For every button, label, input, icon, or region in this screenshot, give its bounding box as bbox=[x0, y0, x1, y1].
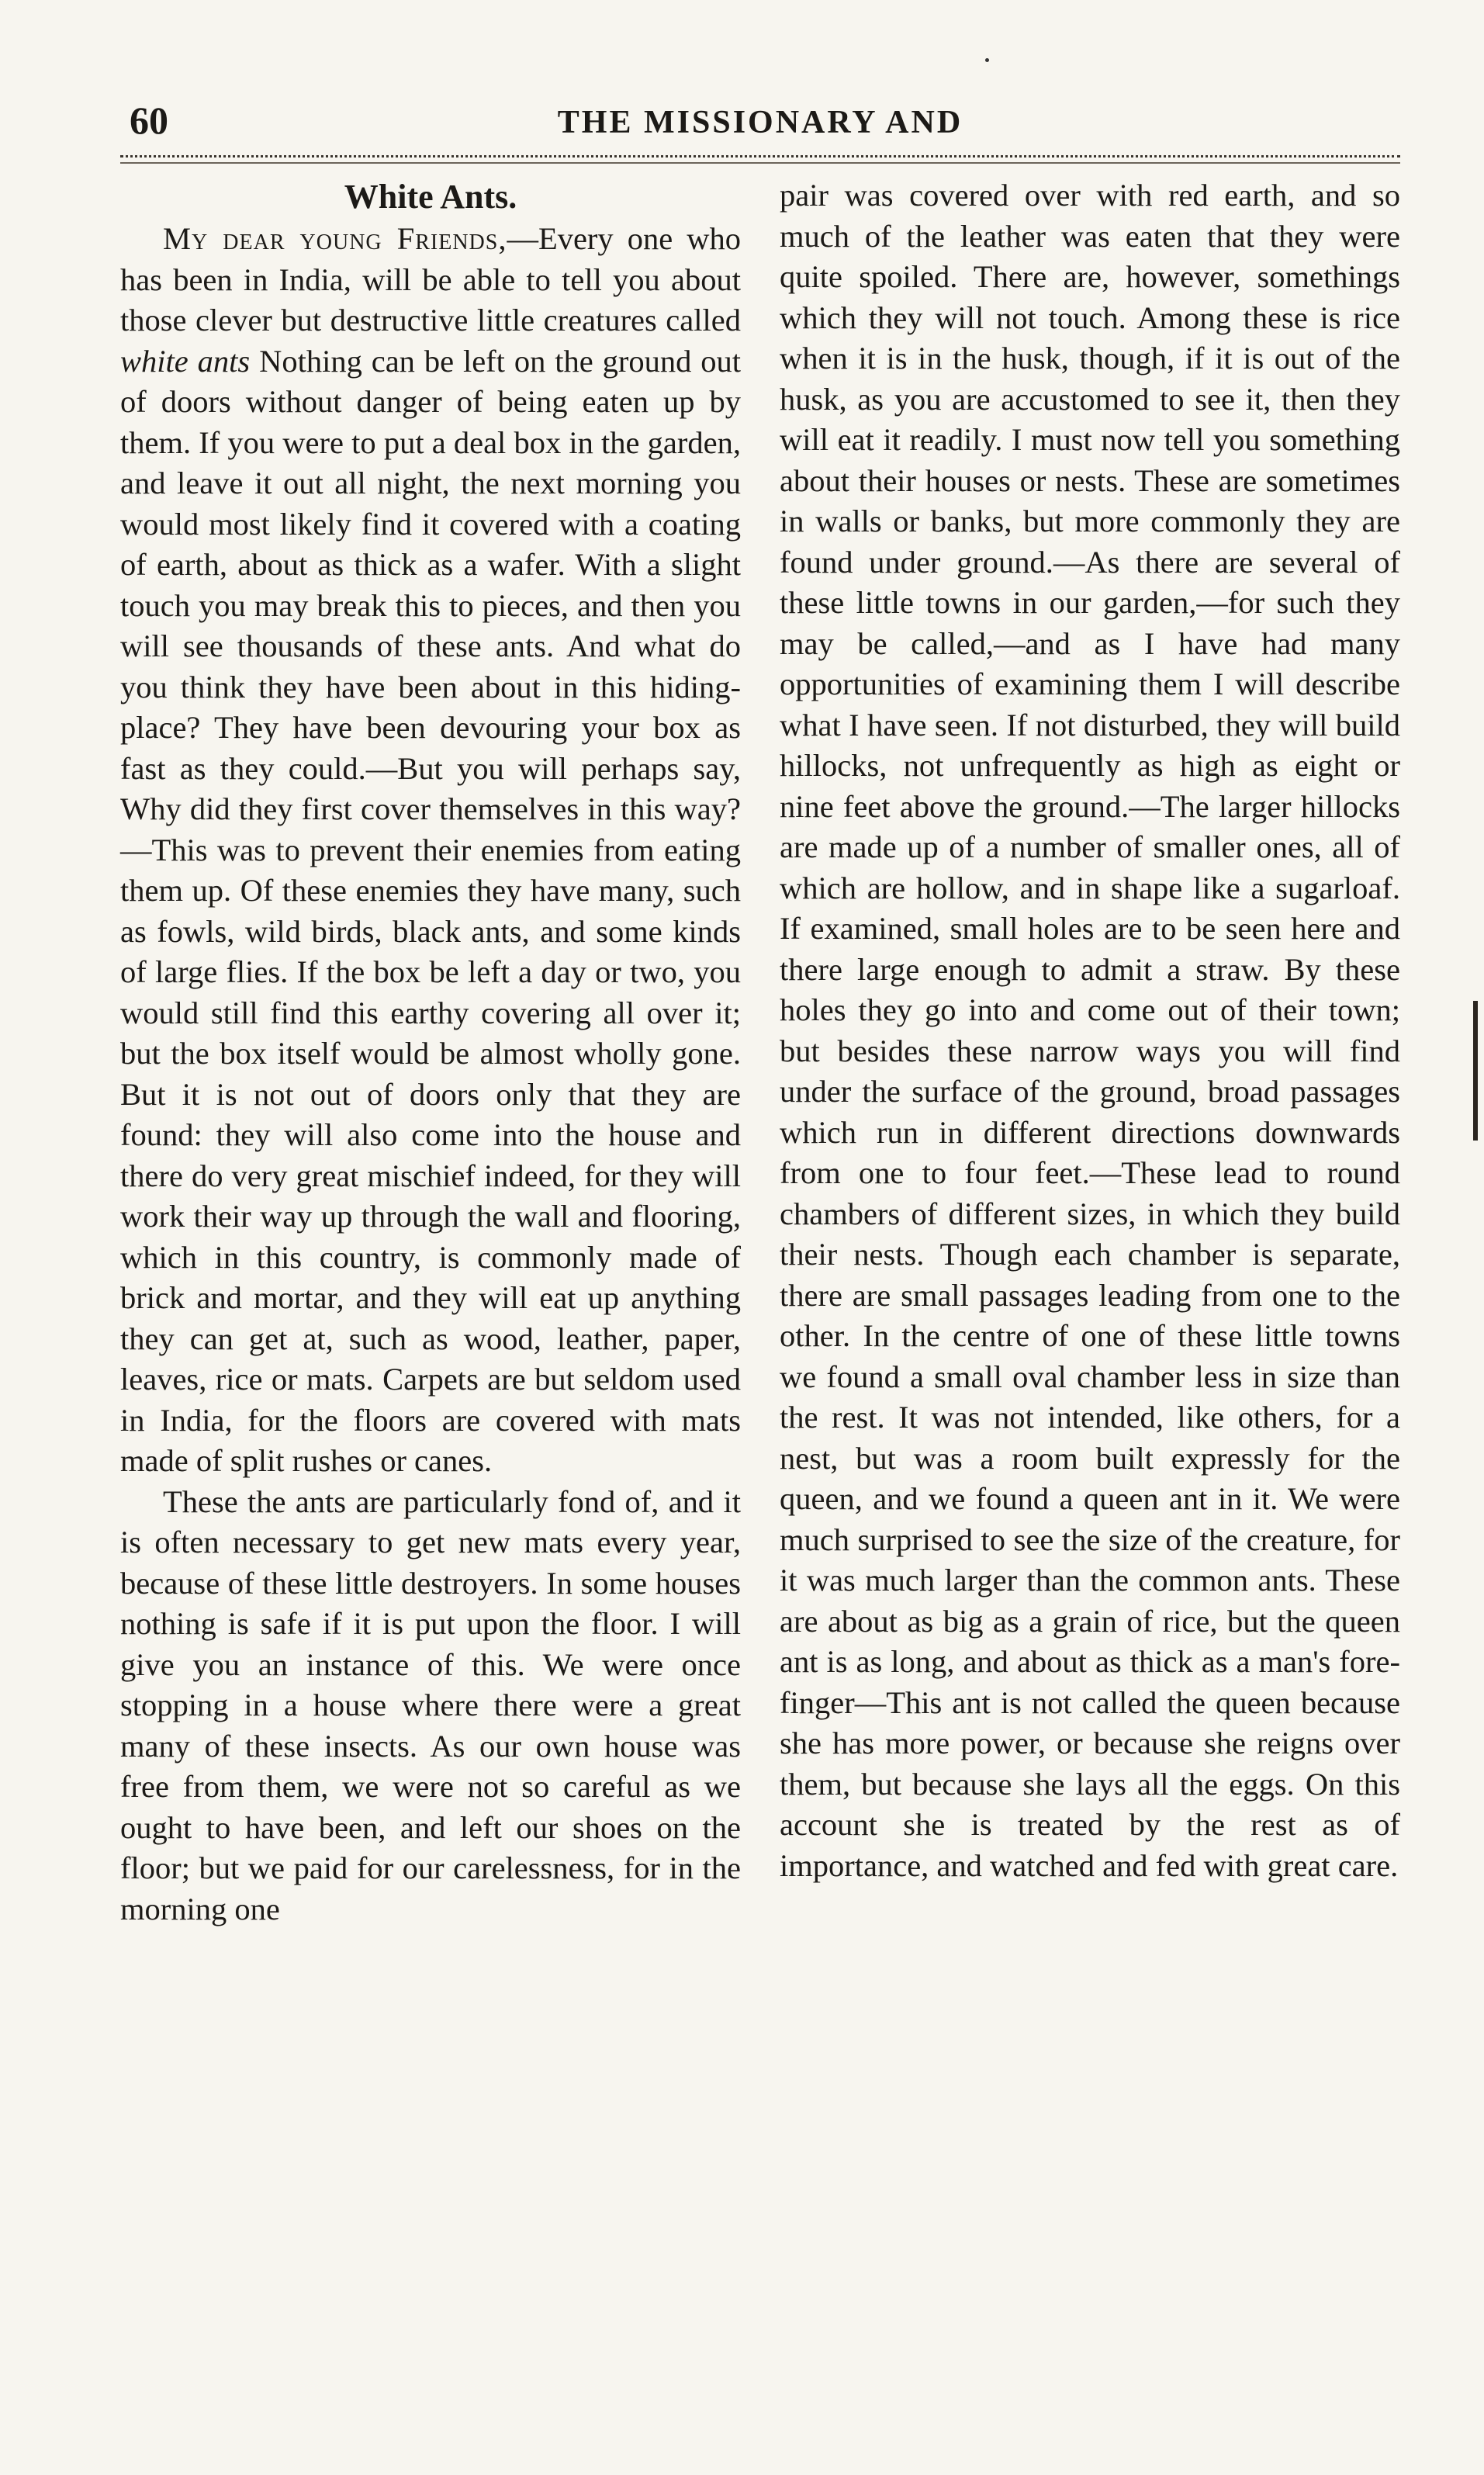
paragraph bbox=[120, 219, 741, 1482]
ink-speck bbox=[985, 58, 989, 62]
document-page bbox=[120, 84, 1400, 1926]
paragraph-text: Nothing can be left on the ground out of doors without danger of being eaten up by them. If you were to put a deal box in the garden, and leave it out all night, the next morning you would most likely find it covered with a coating of earth, about as thick as a wafer. With a slight touch you may break this to pieces, and then you will see thousands of these ants. And what do you think they have been about in this hiding-place? They have been devouring your box as fast as they could.—But you will perhaps say, Why did they first cover themselves in this way?—This was to prevent their enemies from eating them up. Of these enemies they have many, such as fowls, wild birds, black ants, and some kinds of large flies. If the box be left a day or two, you would still find this earthy covering all over it; but the box itself would be almost wholly gone. But it is not out of doors only that they are found: they will also come into the house and there do very great mischief indeed, for they will work their way up through the wall and flooring, which in this country, is commonly made of brick and mortar, and they will eat up anything they can get at, such as wood, leather, paper, leaves, rice or mats. Carpets are but seldom used in India, for the floors are covered with mats made of split rushes or canes. bbox=[120, 343, 741, 1478]
italic-term: white ants bbox=[120, 343, 251, 379]
paragraph: These the ants are particularly fond of, and it is often necessary to get new mats every year, because of these little destroyers. In some houses nothing is safe if it is put upon the floor. I will give you an instance of this. We were once stopping in a house where there were a great many of these insects. As our own house was free from them, we were not so careful as we ought to have been, and left our shoes on the floor; but we paid for our carelessness, for in the morning one bbox=[120, 1483, 741, 1926]
running-head: THE MISSIONARY AND bbox=[557, 105, 963, 140]
left-column bbox=[120, 175, 741, 1930]
header-rule bbox=[120, 155, 1400, 164]
margin-mark bbox=[1473, 1001, 1478, 1141]
right-column bbox=[780, 175, 1400, 1886]
paragraph: pair was covered over with red earth, and so much of the leather was eaten that they were quite spoiled. There are, however, somethings which they will not touch. Among these is rice when it is in the husk, though, if it is out of the husk, as you are accustomed to see it, then they will eat it readily. I must now tell you something about their houses or nests. These are sometimes in walls or banks, but more commonly they are found under ground.—As there are several of these little towns in our garden,—for such they may be called,—and as I have had many opportunities of examining them I will describe what I have seen. If not disturbed, they will build hillocks, not unfrequently as high as eight or nine feet above the ground.—The larger hillocks are made up of a number of smaller ones, all of which are hollow, and in shape like a sugarloaf. If examined, small holes are to be seen here and there large enough to admit a straw. By these holes they go into and come out of their town; but besides these narrow ways you will find under the surface of the ground, broad passages which run in different directions downwards from one to four feet.—These lead to round chambers of different sizes, in which they build their nests. Though each chamber is separate, there are small passages leading from one to the other. In the centre of one of these little towns we found a small oval chamber less in size than the rest. It was not intended, like others, for a nest, but was a room built expressly for the queen, and we found a queen ant in it. We were much surprised to see the size of the creature, for it was much larger than the common ants. These are about as big as a grain of rice, but the queen ant is as long, and about as thick as a man's fore-finger—This ant is not called the queen because she has more power, or because she reigns over them, but because she lays all the eggs. On this account she is treated by the rest as of importance, and watched and fed with great care. bbox=[780, 178, 1400, 1883]
article-title: White Ants. bbox=[344, 178, 517, 216]
page-number: 60 bbox=[130, 99, 168, 142]
salutation: My dear young Friends, bbox=[163, 221, 507, 256]
paragraph-text: —Every one who has been in India, will be able to tell you about those clever but destructive little creatures called bbox=[120, 221, 741, 338]
page-header bbox=[120, 84, 1400, 154]
